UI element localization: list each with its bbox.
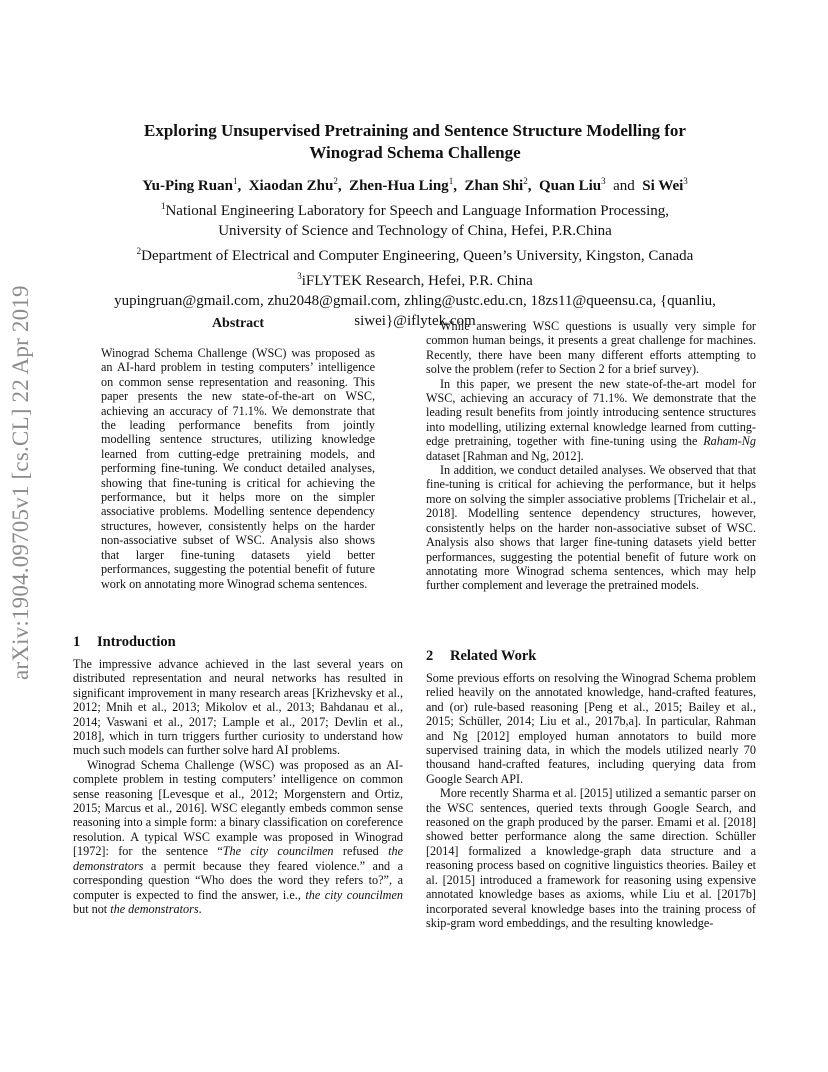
section-number: 1 <box>73 634 81 650</box>
author-sup: 2 <box>523 176 528 186</box>
author-name: Xiaodan Zhu <box>248 178 334 194</box>
paper-title <box>70 120 760 164</box>
author-sup: 3 <box>683 176 688 186</box>
author-emails: yupingruan@gmail.com, zhu2048@gmail.com, zhling@ustc.edu.cn, 18zs11@queensu.ca, {quanliu, <box>114 293 716 309</box>
paragraph: Some previous efforts on resolving the Winograd Schema problem relied heavily on the annotated knowledge, hand-crafted features, and (or) rule-based reasoning [Peng et al., 2015; Bailey et al., 2015; Schüller, 2014; Liu et al., 2017b,a]. In particular, Rahman and Ng [2012] employed human annotators to build more supervised training data, in which the models utilized nearly 70 thousand hand-crafted features, including querying data from Google Search API. <box>426 671 756 786</box>
arxiv-identifier: arXiv:1904.09705v1 [cs.CL] 22 Apr 2019 <box>8 285 33 680</box>
paragraph: More recently Sharma et al. [2015] utilized a semantic parser on the WSC sentences, queried texts through Google Search, and reasoned on the graph produced by the parser. Emami et al. [2018] showed better performance along the same direction. Schüller [2014] formalized a knowledge-graph data structure and a reasoning process based on cognitive linguistics theories. Bailey et al. [2015] introduced a framework for reasoning using expensive annotated knowledge bases as axioms, while Liu et al. [2017b] incorporated several knowledge bases into the training process of skip-gram word embeddings, and the resulting knowledge- <box>426 786 756 930</box>
abstract-heading: Abstract <box>211 316 265 331</box>
title-line-2: Winograd Schema Challenge <box>309 143 521 162</box>
affiliation-1: $^1$National Engineering Laboratory for Speech and Language Information Processing, <box>160 201 670 219</box>
author-list: Yu-Ping Ruan$^1$, Xiaodan Zhu$^2$, Zhen-Hua Ling$^1$, Zhan Shi$^2$, Quan Liu$^3$ and Si Wei$^3$ <box>142 176 688 194</box>
paragraph: In addition, we conduct detailed analyses. We observed that that fine-tuning is critical for achieving the performance, but it helps more on solving the simpler associative problems [Trichelair et al., 2018]. Modelling sentence dependency structures, however, consistently helps on the harder non-associative subset of WSC. Analysis also shows that larger fine-tuning datasets yield better performances, suggesting the potential benefit of future work on annotating more Winograd schema sentences, which may help further complement and leverage the pretrained models. <box>426 463 756 593</box>
section-heading-related-work <box>426 648 536 665</box>
section-title: Related Work <box>450 648 537 664</box>
related-work-body <box>426 671 756 930</box>
affiliation-2: $^2$Department of Electrical and Computer Engineering, Queen’s University, Kingston, Canada <box>136 246 694 264</box>
author-sup: 3 <box>601 176 606 186</box>
paragraph: While answering WSC questions is usually very simple for common human beings, it presents a great challenge for machines. Recently, there have been many different efforts attempting to solve the problem (refer to Section 2 for a brief survey). <box>426 319 756 377</box>
author-name: Si Wei <box>642 178 684 194</box>
introduction-body <box>73 657 403 916</box>
title-line-1: Exploring Unsupervised Pretraining and Sentence Structure Modelling for <box>144 121 686 140</box>
author-sup: 2 <box>333 176 338 186</box>
author-name: Quan Liu <box>538 178 602 194</box>
author-name: Yu-Ping Ruan <box>142 178 233 194</box>
author-emails-line-2: siwei}@iflytek.com <box>354 313 476 329</box>
intro-continued-body <box>426 319 756 593</box>
paragraph: The impressive advance achieved in the last several years on distributed representation and neural networks has resulted in significant improvement in many research areas [Krizhevsky et al., 2012; Mnih et al., 2013; Mikolov et al., 2013; Bahdanau et al., 2014; Vaswani et al., 2017; Lample et al., 2017; Devlin et al., 2018], which in turn triggers further curiosity to understand how much such models can further solve hard AI problems. <box>73 657 403 758</box>
author-conjunction: and <box>613 178 635 194</box>
section-title: Introduction <box>97 634 176 650</box>
author-name: Zhen-Hua Ling <box>349 178 449 194</box>
paragraph: Winograd Schema Challenge (WSC) was proposed as an AI-complete problem in testing computers’ intelligence on common sense reasoning [Levesque et al., 2012; Morgenstern and Ortiz, 2015; Marcus et al., 2016]. WSC elegantly embeds common sense reasoning into a simple form: a binary classification on coreference resolution. A typical WSC example was proposed in Winograd [1972]: for the sentence “The city councilmen refused the demonstrators a permit because they feared violence.” and a corresponding question “Who does the word they refers to?”, a computer is expected to find the answer, i.e., the city councilmen but not the demonstrators. <box>73 757 403 916</box>
paragraph: In this paper, we present the new state-of-the-art model for WSC, achieving an accuracy of 71.1%. We demonstrate that the leading result benefits from jointly introducing sentence structures into modelling, utilizing external knowledge learned from cutting-edge pretraining, together with fine-tuning using the Raham-Ng dataset [Rahman and Ng, 2012]. <box>426 376 756 463</box>
author-block <box>60 171 770 331</box>
section-heading-introduction <box>73 634 176 651</box>
section-number: 2 <box>426 648 434 664</box>
author-sup: 1 <box>448 176 454 186</box>
abstract-text: Winograd Schema Challenge (WSC) was proposed as an AI-hard problem in testing computers’ intelligence on common sense representation and reasoning. This paper presents the new state-of-the-art on WSC, achieving an accuracy of 71.1%. We demonstrate that the leading performance benefits from jointly modelling sentence structures, utilizing knowledge learned from cutting-edge pretraining models, and performing fine-tuning. We conduct detailed analyses, showing that fine-tuning is critical for achieving the performance, but it helps more on the simpler associative problems. Modelling sentence dependency structures, however, consistently helps on the harder non-associative subset of WSC. Analysis also shows that larger fine-tuning datasets yield better performances, suggesting the potential benefit of future work on annotating more Winograd schema sentences. <box>101 346 375 591</box>
affiliation-1-line-2: University of Science and Technology of China, Hefei, P.R.China <box>218 223 612 239</box>
author-sup: 1 <box>232 176 238 186</box>
affiliation-3: $^3$iFLYTEK Research, Hefei, P.R. China <box>297 271 533 289</box>
author-name: Zhan Shi <box>464 178 524 194</box>
